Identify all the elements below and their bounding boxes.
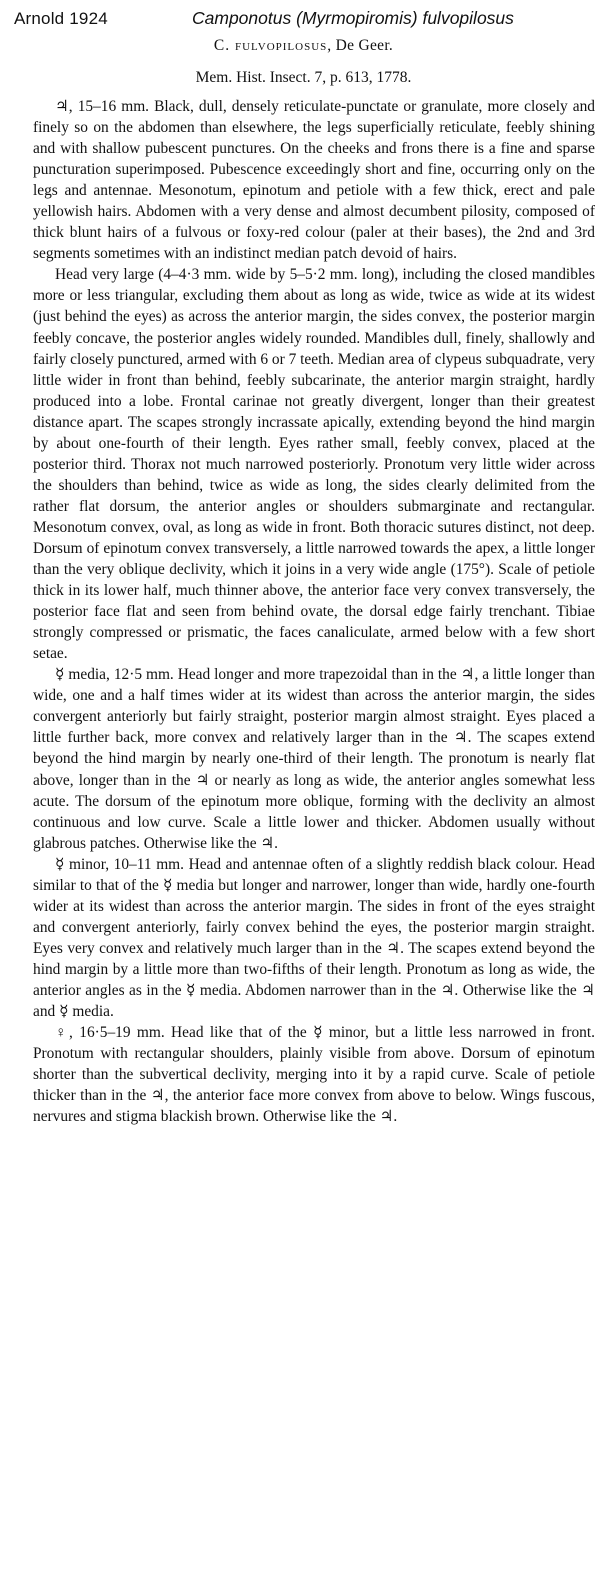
species-citation [0,37,607,55]
taxon-title: Camponotus (Myrmopiromis) fulvopilosus [192,8,514,28]
paragraph-major-worker: ♃, 15–16 mm. Black, dull, densely reticulate-punctate or granulate, more closely and finely so on the abdomen than elsewhere, the legs superficially reticulate, feebly shining and with shallow pubescent punctures. On the cheeks and frons there is a fine and sparse puncturation superimposed. Pubescence exceedingly short and fine, occurring only on the legs and antennae. Mesonotum, epinotum and petiole with a few thick, erect and pale yellowish hairs. Abdomen with a very dense and almost decumbent pilosity, composed of thick blunt hairs of a fulvous or foxy-red colour (paler at their bases), the 2nd and 3rd segments sometimes with an indistinct median patch devoid of hairs. [33,98,595,263]
paragraph-media-worker: ☿ media, 12·5 mm. Head longer and more trapezoidal than in the ♃, a little longer than wide, one and a half times wider at its widest than across the anterior margin, the sides convergent anteriorly but fairly straight, posterior margin almost straight. Eyes placed a little further back, more convex and relatively larger than in the ♃. The scapes extend beyond the hind margin by nearly one-third of their length. The pronotum is nearly flat above, longer than in the ♃ or nearly as long as wide, the anterior angles somewhat less acute. The dorsum of the epinotum more oblique, forming with the declivity an almost continuous and low curve. Scale a little lower and thicker. Abdomen usually without glabrous patches. Otherwise like the ♃. [33,666,595,852]
species-name: C. fulvopilosus [213,37,328,54]
reference-line: Mem. Hist. Insect. 7, p. 613, 1778. [195,69,412,86]
paragraph-head-description: Head very large (4–4·3 mm. wide by 5–5·2 mm. long), including the closed mandibles more or less triangular, excluding them about as long as wide, twice as wide at its widest (just behind the eyes) as across the anterior margin, the sides convex, the posterior margin feebly concave, the posterior angles widely rounded. Mandibles dull, finely, shallowly and fairly closely punctured, armed with 6 or 7 teeth. Median area of clypeus subquadrate, very little wider in front than behind, feebly subcarinate, the anterior margin straight, hardly produced into a lobe. Frontal carinae not greatly divergent, longer than their greatest distance apart. The scapes strongly incrassate apically, extending beyond the hind margin by about one-fourth of their length. Eyes rather small, feebly convex, placed at the posterior third. Thorax not much narrowed posteriorly. Pronotum very little wider across the shoulders than behind, twice as wide as long, the sides clearly delimited from the rather flat dorsum, the anterior angles or shoulders submarginate and rectangular. Mesonotum convex, oval, as long as wide in front. Both thoracic sutures distinct, not deep. Dorsum of epinotum convex transversely, a little narrowed towards the apex, a little longer than the very oblique declivity, which it joins in a very wide angle (175°). Scale of petiole thick in its lower half, much thinner above, the anterior face very convex transversely, the posterior face flat and seen from behind ovate, the dorsal edge fairly trenchant. Tibiae strongly compressed or prismatic, the faces canaliculate, armed below with a few short setae. [33,266,595,663]
paragraph-minor-worker: ☿ minor, 10–11 mm. Head and antennae often of a slightly reddish black colour. Head similar to that of the ☿ media but longer and narrower, longer than wide, hardly one-fourth wider at its widest than across the anterior margin. The sides in front of the eyes straight and convergent anteriorly, fairly convex behind the eyes, the posterior margin straight. Eyes very convex and relatively much larger than in the ♃. The scapes extend beyond the hind margin by a little more than two-fifths of their length. Pronotum as long as wide, the anterior angles as in the ☿ media. Abdomen narrower than in the ♃. Otherwise like the ♃ and ☿ media. [33,855,595,1021]
species-author: , De Geer. [327,37,394,54]
source-label: Arnold 1924 [14,9,108,28]
paragraph-female: ♀, 16·5–19 mm. Head like that of the ☿ minor, but a little less narrowed in front. Pronotum with rectangular shoulders, plainly visible from above. Dorsum of epinotum shorter than the subvertical declivity, merging into it by a rapid curve. Scale of petiole thicker than in the ♃, the anterior face more convex from above to below. Wings fuscous, nervures and stigma blackish brown. Otherwise like the ♃. [33,1024,595,1126]
description-body [33,96,595,1127]
